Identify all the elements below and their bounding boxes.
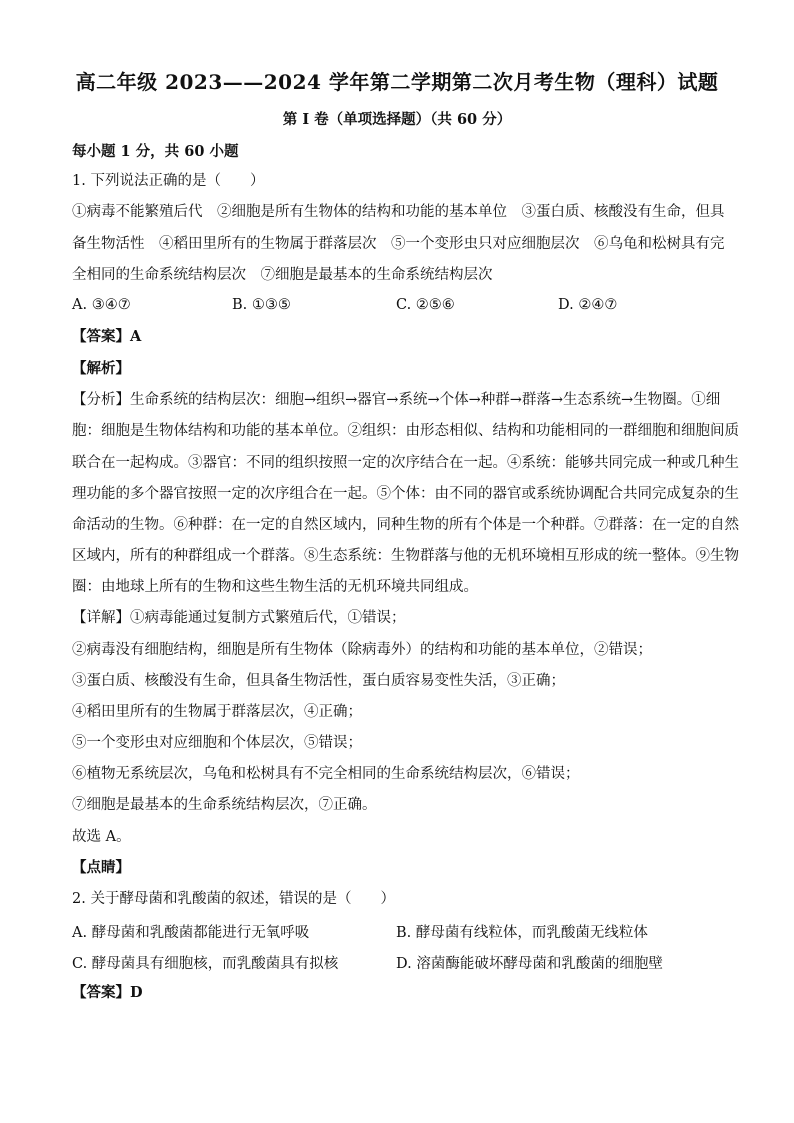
detail-line: 【详解】①病毒能通过复制方式繁殖后代，①错误； bbox=[72, 610, 406, 626]
question-2-option-d: D. 溶菌酶能破坏酵母菌和乳酸菌的细胞壁 bbox=[396, 956, 663, 972]
question-2-option-b: B. 酵母菌有线粒体，而乳酸菌无线粒体 bbox=[396, 925, 648, 941]
detail-line: ④稻田里所有的生物属于群落层次，④正确； bbox=[72, 704, 362, 720]
question-2-answer: 【答案】D bbox=[72, 984, 143, 1001]
detail-line: ⑥植物无系统层次，乌龟和松树具有不完全相同的生命系统结构层次，⑥错误； bbox=[72, 766, 580, 782]
question-1-analysis-title: 【解析】 bbox=[72, 360, 130, 377]
page-title: 高二年级 2023——2024 学年第二学期第二次月考生物（理科）试题 bbox=[75, 70, 719, 94]
question-1-statement-line: ①病毒不能繁殖后代 ②细胞是所有生物体的结构和功能的基本单位 ③蛋白质、核酸没有生命，但具 bbox=[72, 204, 725, 220]
question-1-option-b: B. ①③⑤ bbox=[232, 297, 291, 313]
detail-line: ②病毒没有细胞结构，细胞是所有生物体（除病毒外）的结构和功能的基本单位，②错误； bbox=[72, 642, 652, 658]
analysis-line: 区域内，所有的种群组成一个群落。⑧生态系统：生物群落与他的无机环境相互形成的统一整体。⑨生物 bbox=[72, 548, 739, 564]
analysis-line: 【分析】生命系统的结构层次：细胞→组织→器官→系统→个体→种群→群落→生态系统→生物圈。①细 bbox=[72, 392, 721, 408]
analysis-line: 胞：细胞是生物体结构和功能的基本单位。②组织：由形态相似、结构和功能相同的一群细胞和细胞间质 bbox=[72, 423, 739, 439]
detail-line: ⑤一个变形虫对应细胞和个体层次，⑤错误； bbox=[72, 735, 362, 751]
question-1-option-d: D. ②④⑦ bbox=[558, 297, 618, 313]
question-2-option-a: A. 酵母菌和乳酸菌都能进行无氧呼吸 bbox=[72, 925, 310, 941]
detail-line: ③蛋白质、核酸没有生命，但具备生物活性，蛋白质容易变性失活，③正确； bbox=[72, 673, 565, 689]
analysis-line: 圈：由地球上所有的生物和这些生物生活的无机环境共同组成。 bbox=[72, 579, 478, 595]
question-2-option-c: C. 酵母菌具有细胞核，而乳酸菌具有拟核 bbox=[72, 956, 339, 972]
analysis-line: 联合在一起构成。③器官：不同的组织按照一定的次序结合在一起。④系统：能够共同完成一种或几种生 bbox=[72, 455, 739, 471]
question-1-option-a: A. ③④⑦ bbox=[72, 297, 131, 313]
question-1-option-c: C. ②⑤⑥ bbox=[396, 297, 455, 313]
question-1-answer: 【答案】A bbox=[72, 328, 142, 345]
analysis-line: 命活动的生物。⑥种群：在一定的自然区域内，同种生物的所有个体是一个种群。⑦群落：在一定的自然 bbox=[72, 517, 739, 533]
section-subtitle: 第 I 卷（单项选择题）（共 60 分） bbox=[282, 111, 512, 128]
question-1-comment: 【点睛】 bbox=[72, 859, 130, 876]
analysis-line: 理功能的多个器官按照一定的次序组合在一起。⑤个体：由不同的器官或系统协调配合共同完成复杂的生 bbox=[72, 486, 739, 502]
section-instruction: 每小题 1 分，共 60 小题 bbox=[72, 143, 239, 160]
question-1-stem: 1. 下列说法正确的是（ ） bbox=[72, 173, 265, 189]
detail-line: 故选 A。 bbox=[72, 829, 131, 845]
question-2-stem: 2. 关于酵母菌和乳酸菌的叙述，错误的是（ ） bbox=[72, 891, 395, 907]
question-1-statement-line: 备生物活性 ④稻田里所有的生物属于群落层次 ⑤一个变形虫只对应细胞层次 ⑥乌龟和松树具有完 bbox=[72, 236, 725, 252]
detail-line: ⑦细胞是最基本的生命系统结构层次，⑦正确。 bbox=[72, 797, 377, 813]
question-1-statement-line: 全相同的生命系统结构层次 ⑦细胞是最基本的生命系统结构层次 bbox=[72, 267, 493, 283]
